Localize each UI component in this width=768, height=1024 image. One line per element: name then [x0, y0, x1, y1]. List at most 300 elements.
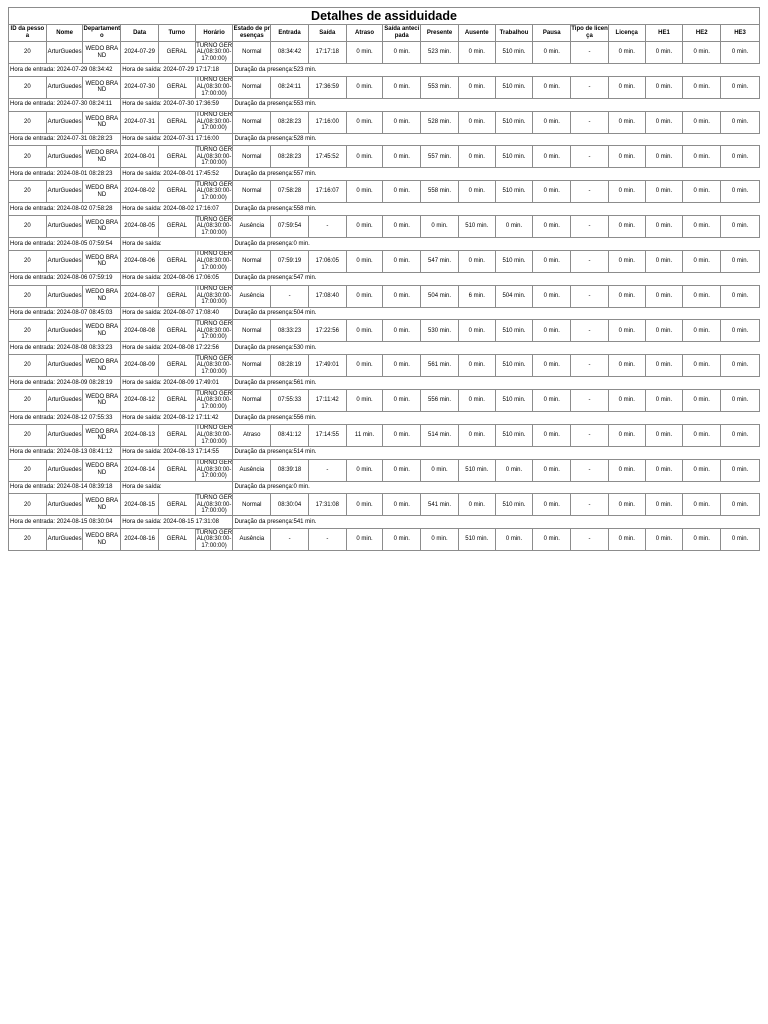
- cell-date: 2024-08-12: [121, 389, 159, 411]
- exit-datetime: 2024-08-08 17:22:56: [163, 344, 219, 351]
- entry-datetime: 2024-08-06 07:59:19: [56, 275, 113, 282]
- cell-dept: WEDO BRAND: [83, 146, 121, 168]
- cell-late: 11 min.: [346, 424, 383, 446]
- cell-he1: 0 min.: [645, 389, 683, 411]
- cell-he1: 0 min.: [645, 355, 683, 377]
- duration-value: 530 min.: [293, 344, 317, 351]
- cell-name: ArturGuedes: [46, 424, 83, 446]
- column-header: Data: [121, 25, 159, 42]
- table-row: [9, 215, 760, 237]
- cell-he3: 0 min.: [721, 494, 760, 516]
- detail-duration: [233, 64, 760, 77]
- cell-worked: 510 min.: [495, 76, 533, 98]
- detail-entry: [9, 133, 121, 146]
- cell-he1: 0 min.: [645, 459, 683, 481]
- detail-row: [9, 411, 760, 424]
- cell-name: ArturGuedes: [46, 494, 83, 516]
- cell-absent: 0 min.: [458, 320, 495, 342]
- cell-date: 2024-08-01: [121, 146, 159, 168]
- table-row: [9, 529, 760, 551]
- cell-break: 0 min.: [533, 76, 571, 98]
- table-row: [9, 320, 760, 342]
- exit-label: Hora de saída:: [122, 310, 162, 317]
- table-row: [9, 146, 760, 168]
- cell-shift: GERAL: [158, 181, 195, 203]
- cell-leave-type: -: [571, 42, 609, 64]
- cell-leave: 0 min.: [608, 355, 645, 377]
- cell-late: 0 min.: [346, 529, 383, 551]
- cell-schedule: TURNO GERAL(08:30:00-17:00:00): [196, 77, 233, 97]
- cell-name: ArturGuedes: [46, 181, 83, 203]
- cell-he2: 0 min.: [683, 215, 721, 237]
- cell-shift: GERAL: [158, 111, 195, 133]
- cell-early: 0 min.: [383, 250, 421, 272]
- detail-entry: [9, 203, 121, 216]
- cell-dept: WEDO BRAND: [83, 424, 121, 446]
- exit-label: Hora de saída:: [122, 101, 162, 108]
- detail-entry: [9, 237, 121, 250]
- cell-he1: 0 min.: [645, 42, 683, 64]
- exit-datetime: 2024-07-31 17:16:00: [163, 136, 219, 143]
- column-header: Horário: [195, 25, 233, 42]
- cell-schedule: TURNO GERAL(08:30:00-17:00:00): [196, 460, 233, 480]
- duration-value: 558 min.: [293, 205, 317, 212]
- cell-leave: 0 min.: [608, 459, 645, 481]
- exit-label: Hora de saída:: [122, 484, 162, 491]
- cell-out: 17:45:52: [308, 146, 346, 168]
- detail-duration: [233, 133, 760, 146]
- cell-he2: 0 min.: [683, 76, 721, 98]
- detail-duration: [233, 98, 760, 111]
- cell-leave-type: -: [571, 459, 609, 481]
- column-header: Saída: [308, 25, 346, 42]
- cell-early: 0 min.: [383, 146, 421, 168]
- cell-late: 0 min.: [346, 355, 383, 377]
- cell-dept: WEDO BRAND: [83, 250, 121, 272]
- cell-he1: 0 min.: [645, 494, 683, 516]
- cell-date: 2024-08-06: [121, 250, 159, 272]
- cell-late: 0 min.: [346, 494, 383, 516]
- detail-entry: [9, 98, 121, 111]
- cell-leave-type: -: [571, 181, 609, 203]
- cell-dept: WEDO BRAND: [83, 215, 121, 237]
- table-row: [9, 355, 760, 377]
- cell-date: 2024-08-05: [121, 215, 159, 237]
- cell-present: 530 min.: [421, 320, 459, 342]
- cell-leave: 0 min.: [608, 76, 645, 98]
- cell-he3: 0 min.: [721, 146, 760, 168]
- detail-duration: [233, 377, 760, 390]
- cell-early: 0 min.: [383, 459, 421, 481]
- cell-he3: 0 min.: [721, 285, 760, 307]
- cell-absent: 0 min.: [458, 250, 495, 272]
- cell-dept: WEDO BRAND: [83, 494, 121, 516]
- table-row: [9, 42, 760, 64]
- cell-break: 0 min.: [533, 320, 571, 342]
- cell-shift: GERAL: [158, 389, 195, 411]
- cell-present: 556 min.: [421, 389, 459, 411]
- cell-shift: GERAL: [158, 42, 195, 64]
- cell-present: 528 min.: [421, 111, 459, 133]
- cell-schedule: TURNO GERAL(08:30:00-17:00:00): [196, 286, 233, 306]
- cell-worked: 510 min.: [495, 42, 533, 64]
- detail-row: [9, 377, 760, 390]
- cell-leave: 0 min.: [608, 181, 645, 203]
- cell-absent: 510 min.: [458, 215, 495, 237]
- page-title: Detalhes de assiduidade: [9, 8, 760, 25]
- cell-out: 17:11:42: [308, 389, 346, 411]
- cell-in: 08:28:23: [271, 111, 309, 133]
- entry-label: Hora de entrada:: [10, 344, 56, 351]
- cell-worked: 510 min.: [495, 494, 533, 516]
- cell-present: 558 min.: [421, 181, 459, 203]
- detail-row: [9, 516, 760, 529]
- cell-worked: 510 min.: [495, 250, 533, 272]
- entry-datetime: 2024-08-14 08:39:18: [56, 484, 113, 491]
- cell-in: 08:24:11: [271, 76, 309, 98]
- duration-label: Duração da presença:: [234, 240, 294, 247]
- cell-in: 07:59:19: [271, 250, 309, 272]
- cell-leave: 0 min.: [608, 320, 645, 342]
- cell-in: 07:55:33: [271, 389, 309, 411]
- cell-worked: 0 min.: [495, 459, 533, 481]
- cell-schedule: TURNO GERAL(08:30:00-17:00:00): [196, 181, 233, 201]
- cell-name: ArturGuedes: [46, 146, 83, 168]
- cell-shift: GERAL: [158, 424, 195, 446]
- cell-out: 17:14:55: [308, 424, 346, 446]
- cell-in: 08:34:42: [271, 42, 309, 64]
- cell-present: 557 min.: [421, 146, 459, 168]
- entry-datetime: 2024-08-02 07:58:28: [56, 205, 113, 212]
- cell-dept: WEDO BRAND: [83, 529, 121, 551]
- cell-date: 2024-08-02: [121, 181, 159, 203]
- column-header: HE2: [683, 25, 721, 42]
- cell-worked: 510 min.: [495, 111, 533, 133]
- table-row: [9, 250, 760, 272]
- cell-shift: GERAL: [158, 529, 195, 551]
- cell-early: 0 min.: [383, 529, 421, 551]
- detail-row: [9, 307, 760, 320]
- exit-datetime: 2024-08-07 17:08:40: [163, 310, 219, 317]
- cell-absent: 0 min.: [458, 424, 495, 446]
- cell-late: 0 min.: [346, 250, 383, 272]
- detail-entry: [9, 342, 121, 355]
- cell-shift: GERAL: [158, 320, 195, 342]
- cell-he1: 0 min.: [645, 529, 683, 551]
- detail-row: [9, 133, 760, 146]
- detail-entry: [9, 446, 121, 459]
- cell-he2: 0 min.: [683, 42, 721, 64]
- cell-schedule: TURNO GERAL(08:30:00-17:00:00): [196, 147, 233, 167]
- cell-he2: 0 min.: [683, 111, 721, 133]
- exit-label: Hora de saída:: [122, 170, 162, 177]
- cell-early: 0 min.: [383, 181, 421, 203]
- column-header: Ausente: [458, 25, 495, 42]
- cell-he1: 0 min.: [645, 424, 683, 446]
- cell-status: Normal: [233, 181, 271, 203]
- cell-he3: 0 min.: [721, 355, 760, 377]
- cell-schedule: TURNO GERAL(08:30:00-17:00:00): [196, 425, 233, 445]
- cell-date: 2024-08-07: [121, 285, 159, 307]
- cell-status: Normal: [233, 76, 271, 98]
- duration-label: Duração da presença:: [234, 205, 294, 212]
- cell-early: 0 min.: [383, 494, 421, 516]
- cell-leave-type: -: [571, 389, 609, 411]
- exit-label: Hora de saída:: [122, 379, 162, 386]
- duration-value: 556 min.: [293, 414, 317, 421]
- duration-value: 528 min.: [293, 136, 317, 143]
- cell-early: 0 min.: [383, 424, 421, 446]
- cell-early: 0 min.: [383, 76, 421, 98]
- cell-name: ArturGuedes: [46, 529, 83, 551]
- exit-datetime: 2024-08-01 17:45:52: [163, 170, 219, 177]
- cell-in: -: [271, 529, 309, 551]
- cell-schedule: TURNO GERAL(08:30:00-17:00:00): [196, 355, 233, 375]
- duration-label: Duração da presença:: [234, 101, 294, 108]
- duration-label: Duração da presença:: [234, 379, 294, 386]
- cell-break: 0 min.: [533, 494, 571, 516]
- cell-shift: GERAL: [158, 76, 195, 98]
- cell-late: 0 min.: [346, 42, 383, 64]
- cell-he1: 0 min.: [645, 215, 683, 237]
- cell-absent: 0 min.: [458, 76, 495, 98]
- duration-label: Duração da presença:: [234, 275, 294, 282]
- cell-present: 0 min.: [421, 529, 459, 551]
- cell-he3: 0 min.: [721, 76, 760, 98]
- exit-label: Hora de saída:: [122, 518, 162, 525]
- column-header: Tipo de licença: [571, 25, 609, 42]
- cell-date: 2024-08-14: [121, 459, 159, 481]
- cell-status: Normal: [233, 320, 271, 342]
- detail-row: [9, 203, 760, 216]
- duration-value: 0 min.: [293, 484, 310, 491]
- cell-leave-type: -: [571, 494, 609, 516]
- cell-in: 08:39:18: [271, 459, 309, 481]
- cell-name: ArturGuedes: [46, 42, 83, 64]
- exit-label: Hora de saída:: [122, 344, 162, 351]
- duration-value: 514 min.: [293, 449, 317, 456]
- cell-status: Normal: [233, 355, 271, 377]
- cell-in: 08:41:12: [271, 424, 309, 446]
- cell-date: 2024-08-16: [121, 529, 159, 551]
- cell-leave-type: -: [571, 424, 609, 446]
- entry-label: Hora de entrada:: [10, 66, 56, 73]
- cell-present: 547 min.: [421, 250, 459, 272]
- cell-he2: 0 min.: [683, 494, 721, 516]
- cell-he3: 0 min.: [721, 111, 760, 133]
- cell-leave: 0 min.: [608, 424, 645, 446]
- cell-in: 08:28:23: [271, 146, 309, 168]
- cell-status: Normal: [233, 146, 271, 168]
- detail-duration: [233, 237, 760, 250]
- cell-out: 17:08:40: [308, 285, 346, 307]
- cell-name: ArturGuedes: [46, 320, 83, 342]
- cell-late: 0 min.: [346, 215, 383, 237]
- cell-present: 0 min.: [421, 215, 459, 237]
- cell-out: 17:31:08: [308, 494, 346, 516]
- cell-name: ArturGuedes: [46, 250, 83, 272]
- detail-row: [9, 342, 760, 355]
- cell-early: 0 min.: [383, 320, 421, 342]
- cell-leave-type: -: [571, 320, 609, 342]
- cell-he3: 0 min.: [721, 42, 760, 64]
- detail-duration: [233, 481, 760, 494]
- duration-label: Duração da presença:: [234, 310, 294, 317]
- exit-label: Hora de saída:: [122, 205, 162, 212]
- cell-name: ArturGuedes: [46, 111, 83, 133]
- cell-he3: 0 min.: [721, 459, 760, 481]
- cell-in: -: [271, 285, 309, 307]
- exit-label: Hora de saída:: [122, 414, 162, 421]
- duration-value: 553 min.: [293, 101, 317, 108]
- cell-he2: 0 min.: [683, 459, 721, 481]
- cell-break: 0 min.: [533, 389, 571, 411]
- cell-status: Ausência: [233, 529, 271, 551]
- cell-leave: 0 min.: [608, 529, 645, 551]
- detail-exit: [121, 446, 233, 459]
- column-header: Nome: [46, 25, 83, 42]
- table-row: [9, 285, 760, 307]
- cell-absent: 0 min.: [458, 355, 495, 377]
- cell-absent: 0 min.: [458, 181, 495, 203]
- cell-in: 08:30:04: [271, 494, 309, 516]
- cell-early: 0 min.: [383, 285, 421, 307]
- cell-he1: 0 min.: [645, 76, 683, 98]
- cell-break: 0 min.: [533, 529, 571, 551]
- duration-value: 557 min.: [293, 170, 317, 177]
- exit-label: Hora de saída:: [122, 66, 162, 73]
- cell-leave-type: -: [571, 111, 609, 133]
- cell-early: 0 min.: [383, 42, 421, 64]
- cell-leave-type: -: [571, 355, 609, 377]
- cell-late: 0 min.: [346, 285, 383, 307]
- cell-he3: 0 min.: [721, 250, 760, 272]
- cell-name: ArturGuedes: [46, 215, 83, 237]
- exit-datetime: 2024-08-06 17:06:05: [163, 275, 219, 282]
- cell-he2: 0 min.: [683, 285, 721, 307]
- cell-leave-type: -: [571, 76, 609, 98]
- detail-row: [9, 446, 760, 459]
- detail-duration: [233, 516, 760, 529]
- table-row: [9, 76, 760, 98]
- duration-value: 541 min.: [293, 518, 317, 525]
- table-row: [9, 111, 760, 133]
- duration-label: Duração da presença:: [234, 414, 294, 421]
- cell-he2: 0 min.: [683, 424, 721, 446]
- cell-present: 0 min.: [421, 459, 459, 481]
- cell-he2: 0 min.: [683, 529, 721, 551]
- cell-he2: 0 min.: [683, 181, 721, 203]
- attendance-table: [8, 7, 760, 551]
- column-header: Estado de presenças: [233, 25, 271, 42]
- table-row: [9, 494, 760, 516]
- cell-he1: 0 min.: [645, 146, 683, 168]
- cell-he2: 0 min.: [683, 389, 721, 411]
- detail-duration: [233, 446, 760, 459]
- cell-out: 17:36:59: [308, 76, 346, 98]
- cell-status: Ausência: [233, 285, 271, 307]
- cell-worked: 510 min.: [495, 424, 533, 446]
- detail-exit: [121, 98, 233, 111]
- detail-duration: [233, 272, 760, 285]
- cell-out: 17:17:18: [308, 42, 346, 64]
- cell-worked: 0 min.: [495, 215, 533, 237]
- cell-late: 0 min.: [346, 111, 383, 133]
- cell-id: 20: [9, 494, 47, 516]
- cell-schedule: TURNO GERAL(08:30:00-17:00:00): [196, 494, 233, 515]
- cell-late: 0 min.: [346, 389, 383, 411]
- cell-leave: 0 min.: [608, 111, 645, 133]
- cell-leave: 0 min.: [608, 389, 645, 411]
- entry-label: Hora de entrada:: [10, 101, 56, 108]
- cell-worked: 510 min.: [495, 355, 533, 377]
- entry-label: Hora de entrada:: [10, 170, 56, 177]
- cell-early: 0 min.: [383, 215, 421, 237]
- cell-he3: 0 min.: [721, 215, 760, 237]
- cell-name: ArturGuedes: [46, 76, 83, 98]
- exit-label: Hora de saída:: [122, 240, 162, 247]
- detail-duration: [233, 307, 760, 320]
- cell-out: -: [308, 215, 346, 237]
- cell-absent: 510 min.: [458, 529, 495, 551]
- exit-datetime: 2024-07-30 17:36:59: [163, 101, 219, 108]
- cell-schedule: TURNO GERAL(08:30:00-17:00:00): [196, 251, 233, 271]
- detail-exit: [121, 203, 233, 216]
- cell-he2: 0 min.: [683, 146, 721, 168]
- cell-out: 17:49:01: [308, 355, 346, 377]
- column-header: Pausa: [533, 25, 571, 42]
- cell-id: 20: [9, 285, 47, 307]
- cell-present: 541 min.: [421, 494, 459, 516]
- cell-date: 2024-08-15: [121, 494, 159, 516]
- detail-entry: [9, 481, 121, 494]
- cell-id: 20: [9, 320, 47, 342]
- detail-exit: [121, 64, 233, 77]
- cell-dept: WEDO BRAND: [83, 42, 121, 64]
- entry-datetime: 2024-08-01 08:28:23: [56, 170, 113, 177]
- cell-he3: 0 min.: [721, 389, 760, 411]
- cell-status: Normal: [233, 494, 271, 516]
- title-row: [9, 8, 760, 25]
- detail-duration: [233, 168, 760, 181]
- cell-dept: WEDO BRAND: [83, 76, 121, 98]
- entry-datetime: 2024-08-15 08:30:04: [56, 518, 113, 525]
- cell-out: 17:16:07: [308, 181, 346, 203]
- cell-worked: 510 min.: [495, 181, 533, 203]
- detail-row: [9, 64, 760, 77]
- cell-he1: 0 min.: [645, 285, 683, 307]
- cell-break: 0 min.: [533, 424, 571, 446]
- cell-absent: 0 min.: [458, 389, 495, 411]
- cell-he3: 0 min.: [721, 181, 760, 203]
- exit-label: Hora de saída:: [122, 136, 162, 143]
- attendance-table-body: [9, 8, 760, 551]
- cell-out: -: [308, 459, 346, 481]
- cell-he3: 0 min.: [721, 424, 760, 446]
- cell-he2: 0 min.: [683, 320, 721, 342]
- cell-date: 2024-08-09: [121, 355, 159, 377]
- entry-label: Hora de entrada:: [10, 136, 56, 143]
- detail-exit: [121, 168, 233, 181]
- table-row: [9, 389, 760, 411]
- entry-label: Hora de entrada:: [10, 449, 56, 456]
- exit-datetime: 2024-07-29 17:17:18: [163, 66, 219, 73]
- column-header: HE1: [645, 25, 683, 42]
- cell-id: 20: [9, 76, 47, 98]
- cell-date: 2024-07-29: [121, 42, 159, 64]
- header-row: [9, 25, 760, 42]
- cell-absent: 0 min.: [458, 42, 495, 64]
